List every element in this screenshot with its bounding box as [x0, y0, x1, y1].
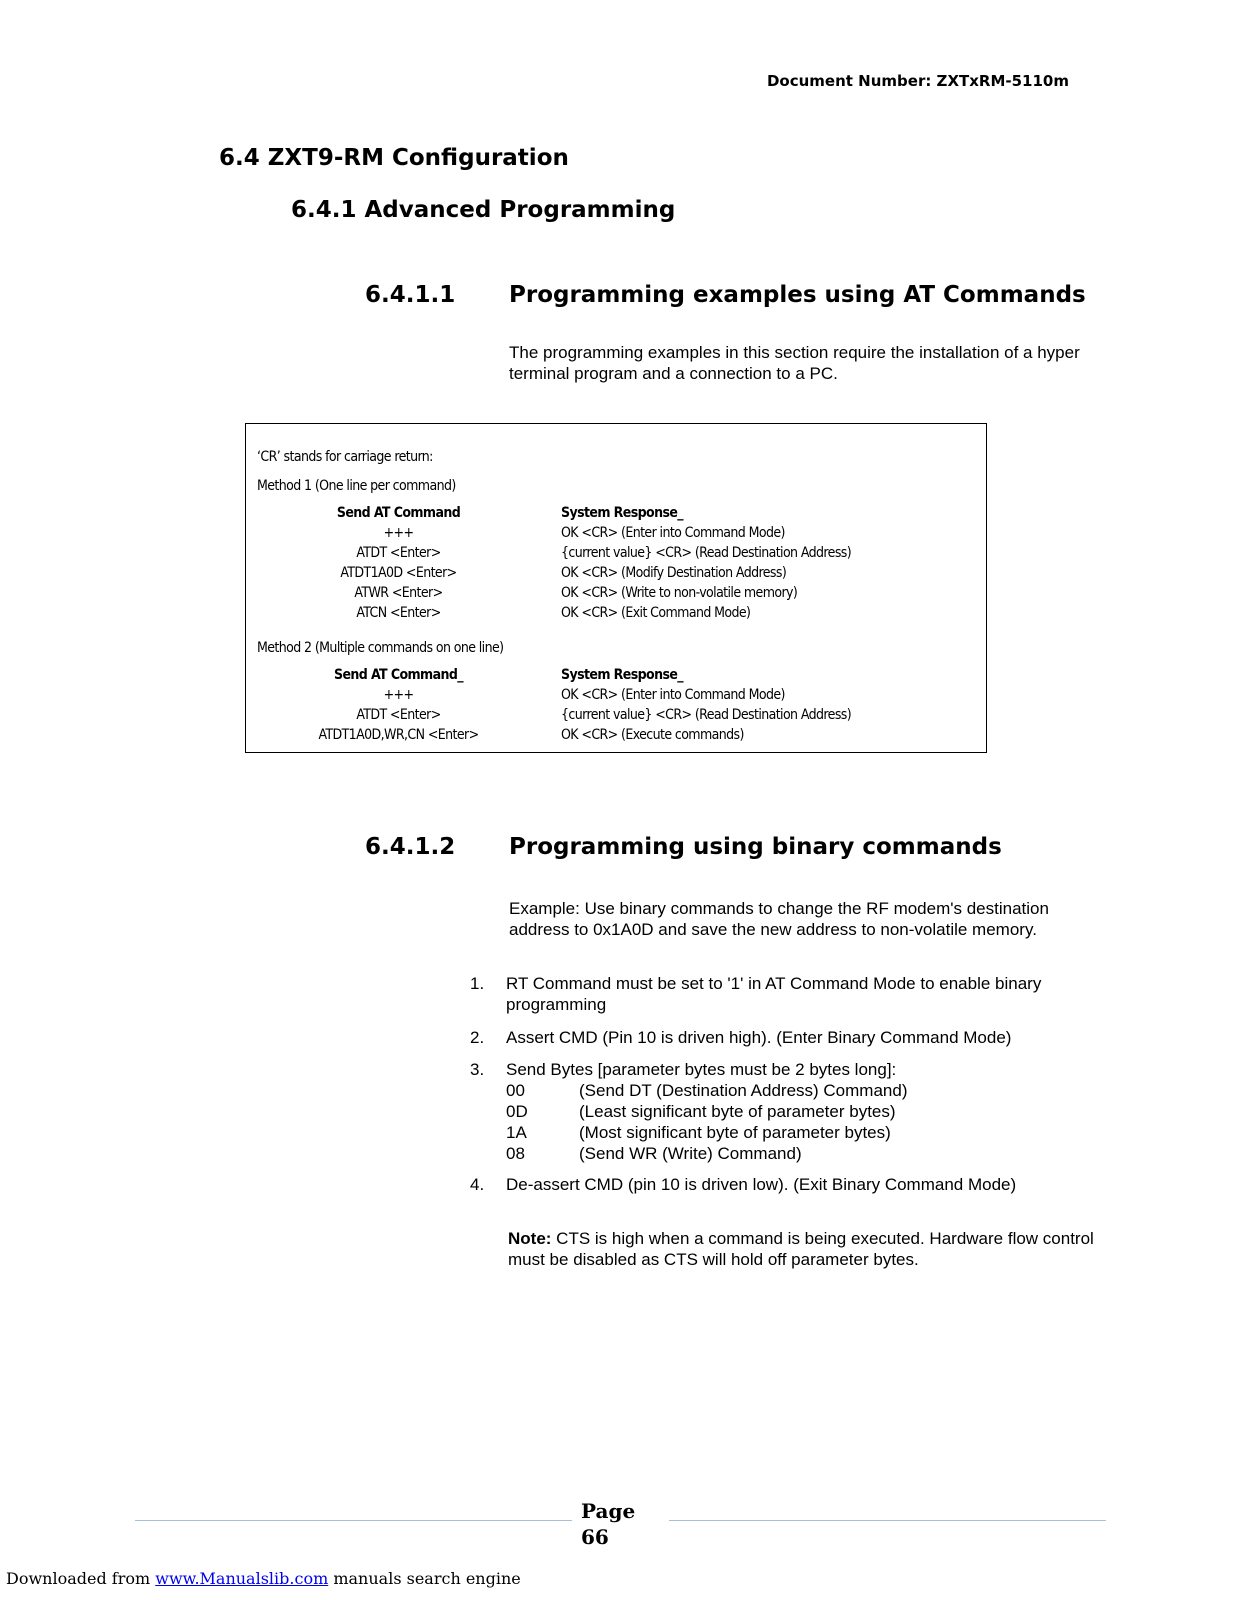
byte-description: (Send DT (Destination Address) Command): [579, 1081, 908, 1100]
note-label: Note:: [508, 1229, 552, 1248]
step-content: [506, 1059, 1106, 1164]
step-text: De-assert CMD (pin 10 is driven low). (Exit Binary Command Mode): [506, 1175, 1017, 1194]
command-cell: ATCN <Enter>: [356, 605, 441, 621]
footer-divider-left: [135, 1520, 572, 1521]
response-cell: {current value} <CR> (Read Destination Address): [561, 707, 852, 723]
s1-number: 6.4.1.1: [365, 282, 456, 308]
response-cell: OK <CR> (Write to non-volatile memory): [561, 585, 798, 601]
command-cell: ATDT <Enter>: [356, 707, 441, 723]
section-heading: 6.4 ZXT9-RM Configuration: [219, 145, 569, 171]
step-text: RT Command must be set to '1' in AT Command Mode to enable binary programming: [506, 974, 1042, 1014]
byte-description: (Least significant byte of parameter bytes): [579, 1102, 896, 1121]
at-command-example-box: [245, 423, 987, 753]
s2-intro: Example: Use binary commands to change the RF modem's destination address to 0x1A0D and save the new address to non-volatile memory.: [509, 899, 1049, 939]
subsection-heading: 6.4.1 Advanced Programming: [291, 197, 676, 223]
response-cell: OK <CR> (Enter into Command Mode): [561, 687, 785, 703]
command-cell: ATWR <Enter>: [354, 585, 443, 601]
download-footer: [6, 1569, 521, 1588]
s2-title: Programming using binary commands: [509, 834, 1002, 860]
command-cell: ATDT1A0D,WR,CN <Enter>: [318, 727, 479, 743]
note-paragraph: [508, 1228, 1108, 1270]
response-cell: OK <CR> (Exit Command Mode): [561, 605, 751, 621]
byte-list: [506, 1080, 1106, 1164]
method2-label: Method 2 (Multiple commands on one line): [257, 640, 504, 656]
byte-value: 08: [506, 1144, 525, 1163]
step-text: Assert CMD (Pin 10 is driven high). (Enter Binary Command Mode): [506, 1028, 1012, 1047]
page-number-value: 66: [581, 1525, 609, 1549]
byte-description: (Most significant byte of parameter bytes): [579, 1123, 891, 1142]
response-cell: OK <CR> (Execute commands): [561, 727, 744, 743]
s1-title: Programming examples using AT Commands: [509, 282, 1086, 308]
footer-prefix: Downloaded from: [6, 1569, 156, 1588]
byte-value: 00: [506, 1081, 525, 1100]
command-cell: +++: [383, 687, 414, 703]
note-text: CTS is high when a command is being executed. Hardware flow control must be disabled as CTS will hold off parameter bytes.: [508, 1229, 1094, 1269]
response-cell: OK <CR> (Enter into Command Mode): [561, 525, 785, 541]
page-number: [581, 1498, 635, 1550]
byte-value: 0D: [506, 1102, 528, 1121]
command-cell: ATDT <Enter>: [356, 545, 441, 561]
step-number: 4.: [470, 1175, 485, 1194]
step-number: 1.: [470, 974, 485, 993]
method1-col-response-header: System Response_: [561, 505, 683, 521]
method1-col-command-header: Send AT Command: [336, 505, 461, 521]
method2-col-response-header: System Response_: [561, 667, 683, 683]
byte-row: [506, 1080, 1106, 1101]
s1-intro: The programming examples in this section require the installation of a hyper terminal program and a connection to a PC.: [509, 343, 1080, 383]
method2-col-command-header: Send AT Command_: [334, 667, 463, 683]
step-number: 3.: [470, 1060, 485, 1079]
byte-row: [506, 1143, 1106, 1164]
command-cell: ATDT1A0D <Enter>: [340, 565, 457, 581]
page-label: Page: [581, 1499, 636, 1523]
document-number: Document Number: ZXTxRM-5110m: [766, 72, 1069, 90]
manualslib-link[interactable]: www.Manualslib.com: [155, 1569, 329, 1588]
s2-number: 6.4.1.2: [365, 834, 456, 860]
byte-value: 1A: [506, 1123, 527, 1142]
footer-divider-right: [669, 1520, 1106, 1521]
step-text: Send Bytes [parameter bytes must be 2 bytes long]:: [506, 1060, 897, 1079]
byte-row: [506, 1122, 1106, 1143]
method1-label: Method 1 (One line per command): [257, 478, 456, 494]
cr-note: ‘CR’ stands for carriage return:: [257, 449, 433, 465]
response-cell: OK <CR> (Modify Destination Address): [561, 565, 787, 581]
byte-description: (Send WR (Write) Command): [579, 1144, 802, 1163]
byte-row: [506, 1101, 1106, 1122]
command-cell: +++: [383, 525, 414, 541]
footer-suffix: manuals search engine: [328, 1569, 521, 1588]
response-cell: {current value} <CR> (Read Destination Address): [561, 545, 852, 561]
step-number: 2.: [470, 1028, 485, 1047]
